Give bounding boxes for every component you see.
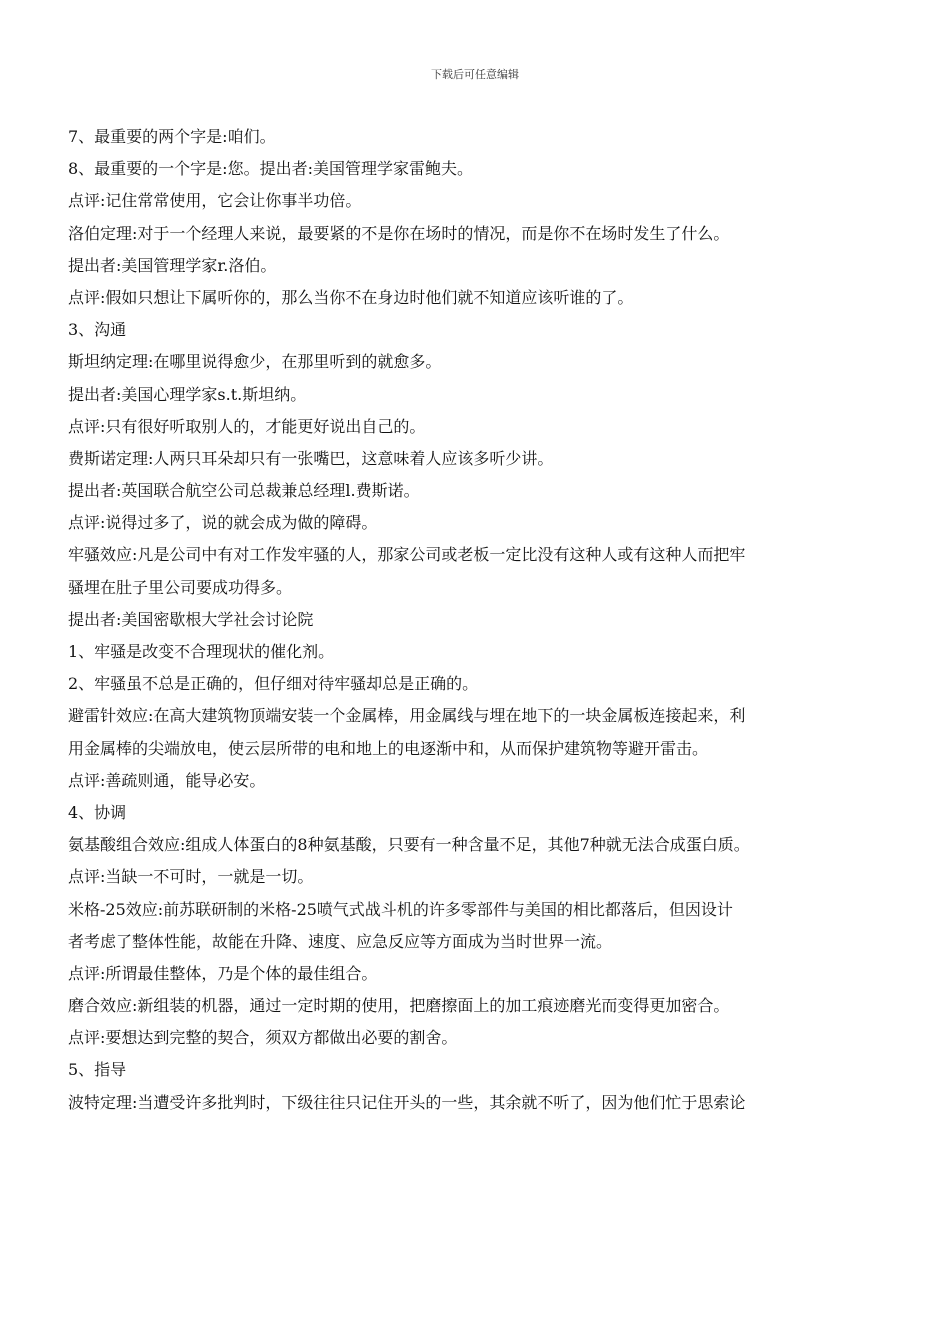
section-heading: 4、协调: [68, 802, 127, 822]
text-line: 2、牢骚虽不总是正确的，但仔细对待牢骚却总是正确的。: [68, 674, 479, 694]
text-line: 提出者:美国心理学家s.t.斯坦纳。: [68, 384, 307, 404]
text-line: 8、最重要的一个字是:您。提出者:美国管理学家雷鲍夫。: [68, 159, 473, 179]
text-line: 牢骚效应:凡是公司中有对工作发牢骚的人，那家公司或老板一定比没有这种人或有这种人而把牢: [68, 545, 746, 565]
text-line: 波特定理:当遭受许多批判时，下级往往只记住开头的一些，其余就不听了，因为他们忙于思索论: [68, 1092, 746, 1112]
text-line: 提出者:美国密歇根大学社会讨论院: [68, 609, 314, 629]
page-header: 下载后可任意编辑: [431, 68, 519, 81]
text-line: 点评:说得过多了，说的就会成为做的障碍。: [68, 513, 378, 533]
text-line: 点评:假如只想让下属听你的，那么当你不在身边时他们就不知道应该听谁的了。: [68, 287, 634, 307]
text-line: 提出者:美国管理学家r.洛伯。: [68, 255, 277, 275]
text-line: 氨基酸组合效应:组成人体蛋白的8种氨基酸，只要有一种含量不足，其他7种就无法合成蛋白质。: [68, 835, 750, 855]
text-line: 斯坦纳定理:在哪里说得愈少，在那里听到的就愈多。: [68, 352, 442, 372]
section-heading: 5、指导: [68, 1060, 127, 1080]
text-line: 1、牢骚是改变不合理现状的催化剂。: [68, 642, 335, 661]
section-heading: 3、沟通: [68, 320, 127, 340]
document-body: [68, 121, 898, 1119]
text-line: 点评:只有很好听取别人的，才能更好说出自己的。: [68, 416, 426, 436]
text-line: 洛伯定理:对于一个经理人来说，最要紧的不是你在场时的情况，而是你不在场时发生了什么。: [68, 223, 730, 243]
text-line: 用金属棒的尖端放电，使云层所带的电和地上的电逐渐中和，从而保护建筑物等避开雷击。: [68, 738, 709, 758]
text-line: 避雷针效应:在高大建筑物顶端安装一个金属棒，用金属线与埋在地下的一块金属板连接起来，利: [68, 706, 746, 726]
text-line: 点评:要想达到完整的契合，须双方都做出必要的割舍。: [68, 1028, 458, 1048]
text-line: 费斯诺定理:人两只耳朵却只有一张嘴巴，这意味着人应该多听少讲。: [68, 448, 554, 468]
text-line: 点评:善疏则通，能导必安。: [68, 770, 266, 790]
text-line: 米格-25效应:前苏联研制的米格-25喷气式战斗机的许多零部件与美国的相比都落后，但因设计: [68, 899, 733, 919]
text-line: 点评:当缺一不可时，一就是一切。: [68, 867, 314, 887]
text-line: 骚埋在肚子里公司要成功得多。: [68, 577, 293, 597]
text-line: 磨合效应:新组装的机器，通过一定时期的使用，把磨擦面上的加工痕迹磨光而变得更加密合。: [68, 996, 730, 1016]
text-line: 者考虑了整体性能，故能在升降、速度、应急反应等方面成为当时世界一流。: [68, 931, 613, 951]
text-line: 点评:所谓最佳整体，乃是个体的最佳组合。: [68, 963, 378, 983]
text-line: 提出者:英国联合航空公司总裁兼总经理l.费斯诺。: [68, 481, 420, 501]
text-line: 7、最重要的两个字是:咱们。: [68, 127, 276, 146]
text-line: 点评:记住常常使用，它会让你事半功倍。: [68, 191, 362, 211]
